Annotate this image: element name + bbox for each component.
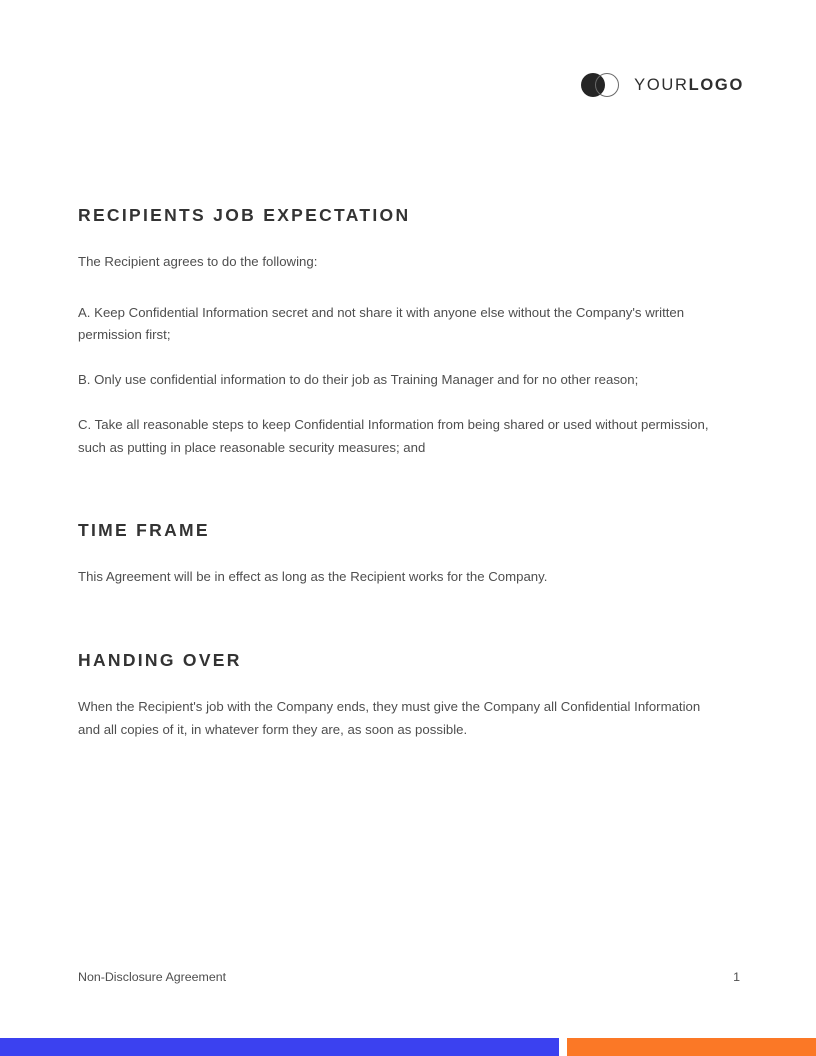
section-heading-handing-over: HANDING OVER: [78, 649, 242, 670]
document-body: [78, 205, 718, 741]
list-item: B. Only use confidential information to do their job as Training Manager and for no other reason;: [78, 372, 639, 388]
accent-bar-orange: [567, 1038, 816, 1056]
section-heading-time-frame: TIME FRAME: [78, 520, 210, 541]
footer-page-number: 1: [733, 970, 740, 984]
page-footer: [78, 969, 740, 986]
list-item: A. Keep Confidential Information secret and not share it with anyone else without the Company's written permission first;: [78, 304, 685, 343]
section-heading-recipients-job-expectation: RECIPIENTS JOB EXPECTATION: [78, 205, 411, 225]
logo-text-bold: LOGO: [688, 75, 744, 94]
logo: [581, 70, 744, 100]
section-intro-text: The Recipient agrees to do the following:: [78, 254, 318, 269]
logo-text: [634, 77, 744, 94]
accent-bar-blue: [0, 1038, 559, 1056]
footer-document-title: Non-Disclosure Agreement: [78, 970, 227, 984]
section-body-time-frame: This Agreement will be in effect as long as the Recipient works for the Company.: [78, 569, 548, 585]
list-item: C. Take all reasonable steps to keep Confidential Information from being shared or used without permission, such as putting in place reasonable security measures; and: [78, 416, 709, 455]
logo-text-light: YOUR: [634, 75, 689, 94]
logo-circle-outline-icon: [595, 73, 619, 97]
section-body-handing-over: When the Recipient's job with the Company ends, they must give the Company all Confidential Information and all copies of it, in whatever form they are, as soon as possible.: [78, 698, 701, 737]
page-header: [0, 0, 816, 170]
overlapping-circles-icon: [581, 73, 623, 97]
